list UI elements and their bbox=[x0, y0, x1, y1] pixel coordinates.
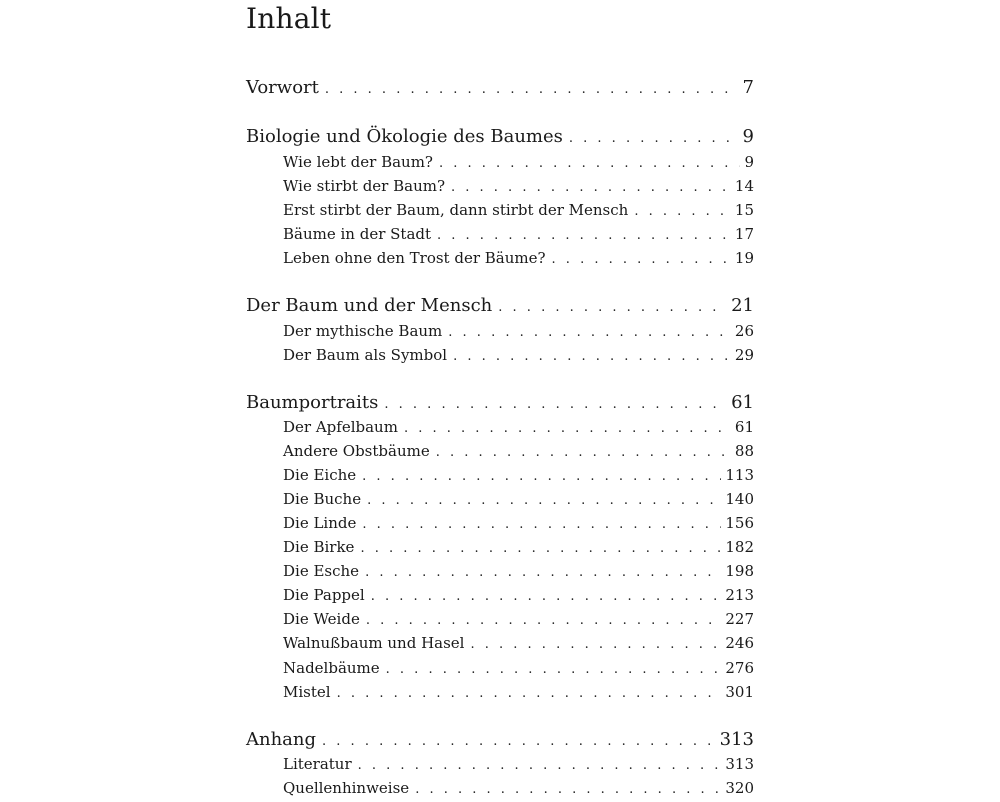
toc-item[interactable] bbox=[283, 535, 754, 559]
toc-item[interactable] bbox=[283, 607, 754, 631]
toc-section-label: Vorwort bbox=[246, 77, 319, 98]
dot-leader bbox=[322, 730, 716, 754]
toc-page-number: 61 bbox=[734, 418, 754, 436]
toc-page-number: 276 bbox=[725, 659, 754, 677]
toc-section-label: Der Baum und der Mensch bbox=[246, 295, 493, 316]
toc-section-label: Baumportraits bbox=[246, 392, 379, 413]
toc-page-number: 61 bbox=[731, 392, 754, 413]
dot-leader bbox=[371, 585, 722, 609]
dot-leader bbox=[362, 513, 721, 537]
toc-section-baum-mensch[interactable] bbox=[246, 294, 754, 318]
toc-item-label: Die Buche bbox=[283, 490, 362, 508]
toc-page-number: 17 bbox=[734, 225, 754, 243]
toc-page-number: 246 bbox=[725, 634, 754, 652]
toc-item[interactable] bbox=[283, 415, 754, 439]
dot-leader bbox=[451, 176, 731, 200]
toc-item-label: Nadelbäume bbox=[283, 659, 380, 677]
toc-section-label: Biologie und Ökologie des Baumes bbox=[246, 126, 563, 147]
toc-page-number: 213 bbox=[725, 586, 754, 604]
dot-leader bbox=[470, 633, 721, 657]
toc-item-label: Die Weide bbox=[283, 610, 360, 628]
dot-leader bbox=[366, 609, 722, 633]
dot-leader bbox=[552, 248, 731, 272]
dot-leader bbox=[415, 778, 721, 802]
dot-leader bbox=[365, 561, 721, 585]
dot-leader bbox=[325, 78, 739, 102]
toc-item[interactable] bbox=[283, 631, 754, 655]
toc-section-biologie[interactable] bbox=[246, 125, 754, 149]
dot-leader bbox=[453, 345, 731, 369]
toc-page-number: 9 bbox=[744, 153, 754, 171]
page-title: Inhalt bbox=[246, 2, 332, 35]
toc-item[interactable] bbox=[283, 439, 754, 463]
toc-item[interactable] bbox=[283, 246, 754, 270]
dot-leader bbox=[360, 537, 721, 561]
toc-item-label: Die Eiche bbox=[283, 466, 357, 484]
toc-item-label: Walnußbaum und Hasel bbox=[283, 634, 465, 652]
toc-section-baumportraits[interactable] bbox=[246, 391, 754, 415]
toc-page-number: 29 bbox=[734, 346, 754, 364]
dot-leader bbox=[437, 224, 731, 248]
toc-item-label: Wie lebt der Baum? bbox=[283, 153, 433, 171]
toc-item-label: Wie stirbt der Baum? bbox=[283, 177, 445, 195]
toc-item-label: Leben ohne den Trost der Bäume? bbox=[283, 249, 546, 267]
toc-page-number: 313 bbox=[725, 755, 754, 773]
toc-item-label: Die Birke bbox=[283, 538, 355, 556]
toc-item-label: Der mythische Baum bbox=[283, 322, 443, 340]
toc-page-number: 88 bbox=[734, 442, 754, 460]
toc-page-number: 19 bbox=[734, 249, 754, 267]
toc-page-number: 113 bbox=[725, 466, 754, 484]
dot-leader bbox=[367, 489, 721, 513]
toc-section-anhang[interactable] bbox=[246, 728, 754, 752]
toc-item-label: Die Esche bbox=[283, 562, 360, 580]
toc-page-number: 156 bbox=[725, 514, 754, 532]
toc-item-label: Mistel bbox=[283, 683, 331, 701]
toc-item[interactable] bbox=[283, 150, 754, 174]
dot-leader bbox=[362, 465, 721, 489]
toc-page-number: 9 bbox=[742, 126, 754, 147]
toc-item[interactable] bbox=[283, 343, 754, 367]
toc-item[interactable] bbox=[283, 487, 754, 511]
dot-leader bbox=[337, 682, 722, 706]
toc-item[interactable] bbox=[283, 776, 754, 800]
toc-item-label: Andere Obstbäume bbox=[283, 442, 430, 460]
toc-item[interactable] bbox=[283, 656, 754, 680]
dot-leader bbox=[358, 754, 722, 778]
toc-item[interactable] bbox=[283, 463, 754, 487]
toc-item-label: Die Linde bbox=[283, 514, 357, 532]
toc-item-label: Der Apfelbaum bbox=[283, 418, 398, 436]
toc-section-vorwort[interactable] bbox=[246, 76, 754, 100]
toc-page-number: 14 bbox=[734, 177, 754, 195]
toc-page-number: 227 bbox=[725, 610, 754, 628]
toc-item-label: Die Pappel bbox=[283, 586, 365, 604]
toc-page-number: 21 bbox=[731, 295, 754, 316]
toc-item[interactable] bbox=[283, 511, 754, 535]
table-of-contents bbox=[246, 0, 754, 800]
dot-leader bbox=[569, 127, 739, 151]
toc-page-number: 182 bbox=[725, 538, 754, 556]
toc-item[interactable] bbox=[283, 559, 754, 583]
toc-item[interactable] bbox=[283, 680, 754, 704]
dot-leader bbox=[404, 417, 731, 441]
toc-item[interactable] bbox=[283, 583, 754, 607]
dot-leader bbox=[384, 393, 727, 417]
toc-item[interactable] bbox=[283, 174, 754, 198]
toc-page-number: 15 bbox=[734, 201, 754, 219]
toc-item[interactable] bbox=[283, 752, 754, 776]
toc-page-number: 7 bbox=[742, 77, 754, 98]
dot-leader bbox=[436, 441, 731, 465]
toc-item-label: Der Baum als Symbol bbox=[283, 346, 448, 364]
dot-leader bbox=[448, 321, 731, 345]
toc-page-number: 320 bbox=[725, 779, 754, 797]
toc-item-label: Erst stirbt der Baum, dann stirbt der Mensch bbox=[283, 201, 629, 219]
dot-leader bbox=[439, 152, 740, 176]
toc-page-number: 313 bbox=[719, 729, 754, 750]
toc-page-number: 198 bbox=[725, 562, 754, 580]
dot-leader bbox=[386, 658, 722, 682]
toc-section-label: Anhang bbox=[246, 729, 317, 750]
toc-item[interactable] bbox=[283, 319, 754, 343]
dot-leader bbox=[634, 200, 731, 224]
toc-item-label: Quellenhinweise bbox=[283, 779, 410, 797]
toc-item-label: Literatur bbox=[283, 755, 352, 773]
toc-page-number: 301 bbox=[725, 683, 754, 701]
dot-leader bbox=[498, 296, 727, 320]
toc-item[interactable] bbox=[283, 198, 754, 222]
toc-page-number: 26 bbox=[734, 322, 754, 340]
toc-page-number: 140 bbox=[725, 490, 754, 508]
toc-item-label: Bäume in der Stadt bbox=[283, 225, 432, 243]
toc-item[interactable] bbox=[283, 222, 754, 246]
